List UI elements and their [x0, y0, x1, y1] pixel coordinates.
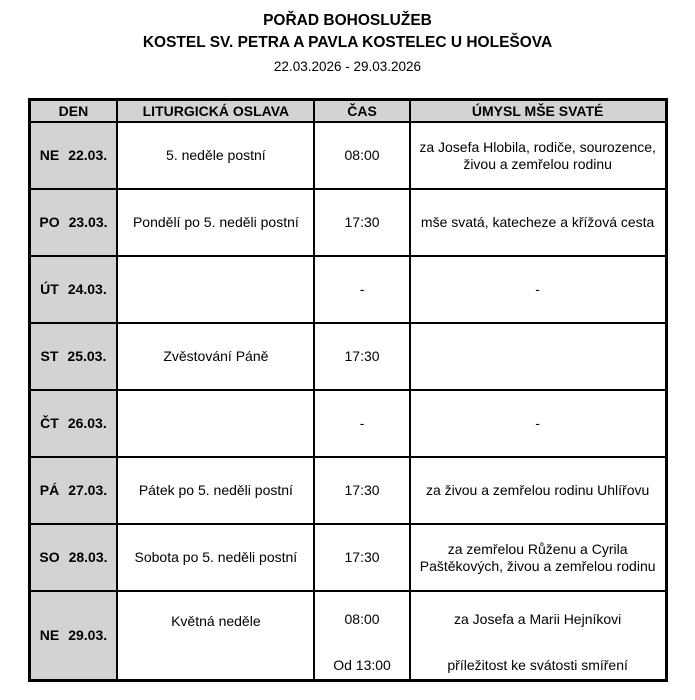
day-date: 24.03. [67, 281, 107, 298]
day-abbr: NE [39, 147, 60, 164]
time-cell: - [314, 256, 409, 323]
time-cell: - [314, 390, 409, 457]
day-cell [29, 591, 117, 681]
day-abbr: PO [39, 214, 60, 231]
day-date: 28.03. [68, 549, 108, 566]
intention-cell [410, 591, 666, 681]
document-header [0, 10, 695, 77]
page-title: POŘAD BOHOSLUŽEB [263, 12, 432, 29]
column-header-umysl-mse-svate: ÚMYSL MŠE SVATÉ [410, 99, 666, 122]
time-cell: 17:30 [314, 323, 409, 390]
table-row [29, 323, 666, 390]
schedule-table [28, 98, 668, 683]
table-row [29, 256, 666, 323]
day-cell [29, 122, 117, 189]
day-date: 27.03. [68, 482, 108, 499]
day-cell [29, 524, 117, 591]
day-date: 23.03. [68, 214, 108, 231]
table-row [29, 390, 666, 457]
day-date: 29.03. [68, 627, 108, 644]
church-name: KOSTEL SV. PETRA A PAVLA KOSTELEC U HOLEŠOVA [142, 34, 553, 52]
day-abbr: SO [39, 549, 60, 566]
time-cell: 17:30 [314, 524, 409, 591]
column-header-cas: ČAS [314, 99, 409, 122]
day-cell [29, 256, 117, 323]
day-abbr: NE [39, 627, 60, 644]
intention-entry: příležitost ke svátosti smíření [447, 657, 628, 674]
table-row [29, 189, 666, 256]
celebration-cell [117, 256, 314, 323]
time-cell: 17:30 [314, 457, 409, 524]
day-date: 25.03. [67, 348, 107, 365]
day-date: 22.03. [68, 147, 108, 164]
intention-cell: - [410, 390, 666, 457]
day-abbr: ČT [40, 415, 59, 432]
day-abbr: ÚT [40, 281, 59, 298]
day-cell [29, 457, 117, 524]
table-header-row [29, 99, 666, 122]
celebration-cell: Zvěstování Páně [117, 323, 314, 390]
table-row [29, 524, 666, 591]
celebration-cell: 5. neděle postní [117, 122, 314, 189]
intention-cell [410, 323, 666, 390]
intention-cell: za Josefa Hlobila, rodiče, sourozence, živou a zemřelou rodinu [410, 122, 666, 189]
day-cell [29, 189, 117, 256]
date-range: 22.03.2026 - 29.03.2026 [273, 58, 422, 74]
celebration-cell: Sobota po 5. neděli postní [117, 524, 314, 591]
day-cell [29, 390, 117, 457]
intention-entry: za Josefa a Marii Hejníkovi [453, 611, 622, 628]
day-date: 26.03. [67, 415, 107, 432]
table-row [29, 122, 666, 189]
celebration-cell: Pátek po 5. neděli postní [117, 457, 314, 524]
day-cell [29, 323, 117, 390]
day-abbr: ST [40, 348, 59, 365]
intention-cell: za zemřelou Růženu a Cyrila Paštěkových, živou a zemřelou rodinu [410, 524, 666, 591]
time-cell: 17:30 [314, 189, 409, 256]
intention-cell: za živou a zemřelou rodinu Uhlířovu [410, 457, 666, 524]
time-entry: 08:00 [344, 611, 380, 628]
table-row [29, 457, 666, 524]
time-entry: Od 13:00 [333, 657, 391, 674]
celebration-cell: Pondělí po 5. neděli postní [117, 189, 314, 256]
time-cell [314, 591, 409, 681]
celebration-cell [117, 390, 314, 457]
column-header-den: DEN [29, 99, 117, 122]
column-header-liturgicka-oslava: LITURGICKÁ OSLAVA [117, 99, 314, 122]
table-row [29, 591, 666, 681]
intention-cell: - [410, 256, 666, 323]
intention-cell: mše svatá, katecheze a křížová cesta [410, 189, 666, 256]
time-cell: 08:00 [314, 122, 409, 189]
celebration-cell: Květná neděle [117, 591, 314, 681]
day-abbr: PÁ [39, 482, 60, 499]
